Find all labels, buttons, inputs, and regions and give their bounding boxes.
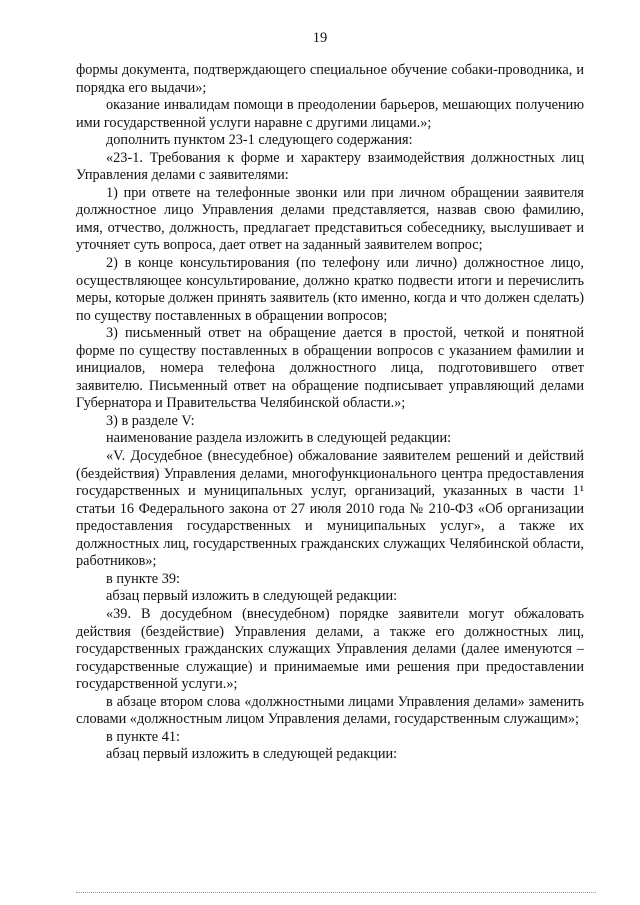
paragraph: 1) при ответе на телефонные звонки или при личном обращении заявителя должностное лицо Управления делами представляется, назвав свою фамилию, имя, отчество, должность, предлагает представиться собеседнику, выслушивает и уточняет суть вопроса, дает ответ на заданный заявителем вопрос; bbox=[76, 184, 584, 254]
paragraph: в пункте 39: bbox=[106, 570, 180, 587]
paragraph: 2) в конце консультирования (по телефону или лично) должностное лицо, осуществляющее консультирование, должно кратко подвести итоги и перечислить меры, которые должен принять заявитель (кто именно, когда и что должен сделать) по существу поставленных в обращении вопросов; bbox=[76, 255, 584, 324]
paragraph: оказание инвалидам помощи в преодолении барьеров, мешающих получению ими государственной услуги наравне с другими лицами.»; bbox=[76, 97, 584, 131]
paragraph: «39. В досудебном (внесудебном) порядке заявители могут обжаловать действия (бездействие) Управления делами, а также его должностных лиц, государственных гражданских служащих Управления делами (далее именуются – государственные служащие) и принимаемые ими решения при предоставлении государственной услуги.»; bbox=[76, 605, 584, 693]
paragraph: в абзаце втором слова «должностными лицами Управления делами» заменить словами «должностным лицом Управления делами, государственным служащим»; bbox=[76, 693, 584, 728]
paragraph: 3) письменный ответ на обращение дается в простой, четкой и понятной форме по существу поставленных в обращении вопросов с указанием фамилии и инициалов, номера телефона должностного лица, подготовившего ответ заявителю. Письменный ответ на обращение подписывает управляющий делами Губернатора и Правительства Челябинской области.»; bbox=[76, 325, 584, 412]
paragraph: в пункте 41: bbox=[106, 728, 180, 745]
paragraph: абзац первый изложить в следующей редакции: bbox=[106, 588, 398, 605]
paragraph: абзац первый изложить в следующей редакции: bbox=[106, 746, 398, 763]
paragraph: наименование раздела изложить в следующей редакции: bbox=[106, 430, 452, 447]
paragraph: дополнить пунктом 23-1 следующего содержания: bbox=[106, 132, 413, 149]
page-number: 19 bbox=[312, 30, 328, 46]
document-body bbox=[76, 62, 584, 764]
paragraph: 3) в разделе V: bbox=[106, 412, 195, 429]
paragraph: «23-1. Требования к форме и характеру взаимодействия должностных лиц Управления делами с заявителями: bbox=[76, 149, 584, 184]
paragraph: формы документа, подтверждающего специальное обучение собаки-проводника, и порядка его выдачи»; bbox=[76, 62, 584, 96]
scan-edge-line bbox=[76, 892, 596, 893]
paragraph: «V. Досудебное (внесудебное) обжалование заявителем решений и действий (бездействия) Управления делами, многофункционального центра предоставления государственных и муниципальных услуг, организаций, указанных в части 1¹ статьи 16 Федерального закона от 27 июля 2010 года № 210-ФЗ «Об организации предоставления государственных и муниципальных услуг», а также их должностных лиц, государственных гражданских служащих Челябинской области, работников»; bbox=[76, 448, 584, 570]
